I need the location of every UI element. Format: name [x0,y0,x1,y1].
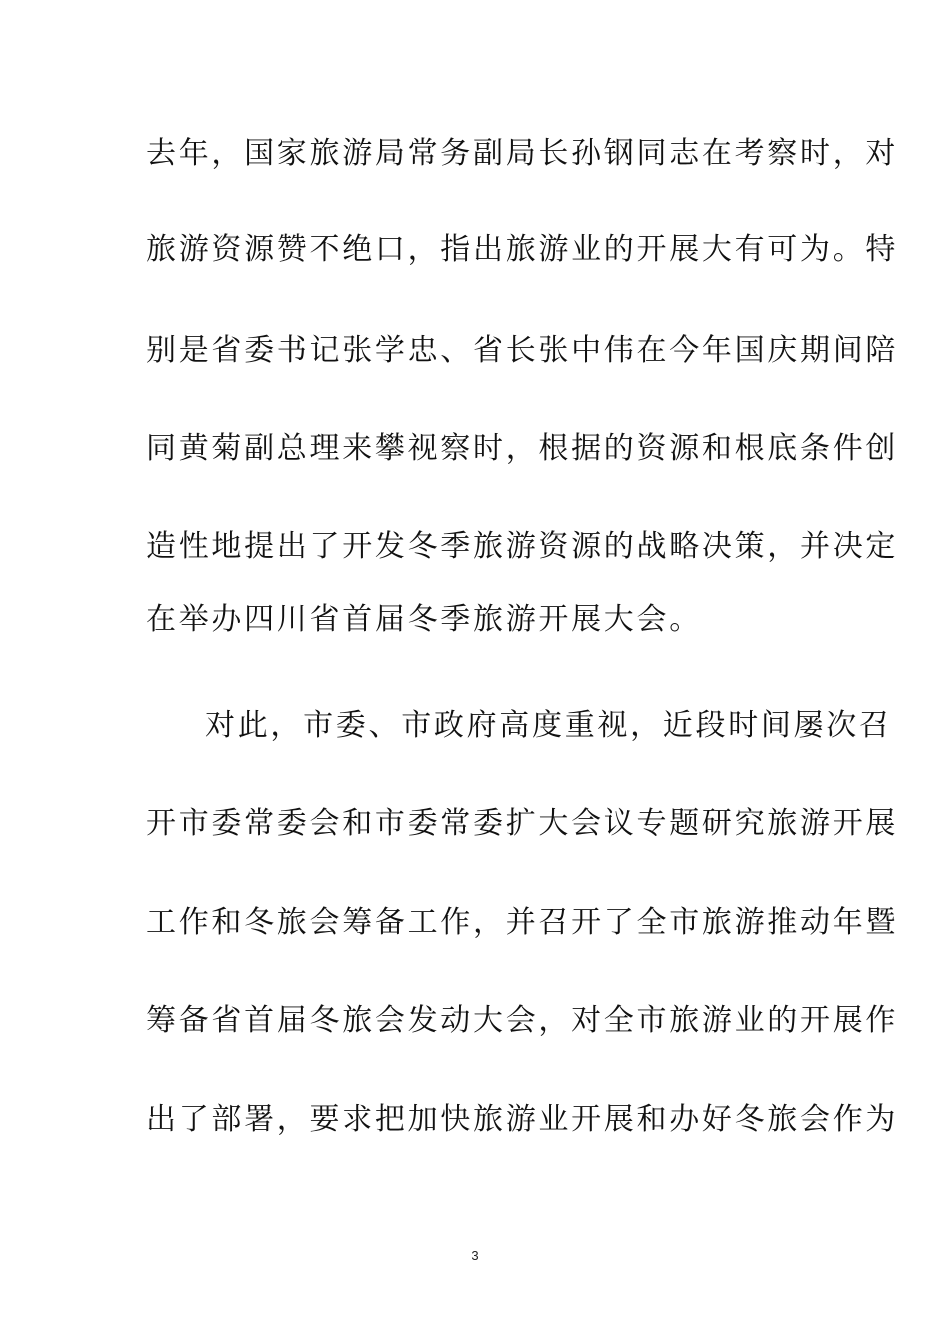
text-line: 出了部署，要求把加快旅游业开展和办好冬旅会作为 [146,1102,899,1137]
text-line: 同黄菊副总理来攀视察时，根据的资源和根底条件创 [146,431,899,466]
text-line: 开市委常委会和市委常委扩大会议专题研究旅游开展 [146,806,899,841]
page-number: 3 [471,1248,479,1263]
text-line: 在举办四川省首届冬季旅游开展大会。 [146,602,702,637]
text-line: 去年，国家旅游局常务副局长孙钢同志在考察时，对 [146,136,899,171]
text-line: 旅游资源赞不绝口，指出旅游业的开展大有可为。特 [146,232,899,267]
paragraph-first-line: 对此，市委、市政府高度重视，近段时间屡次召 [205,708,892,743]
text-line: 造性地提出了开发冬季旅游资源的战略决策，并决定 [146,529,899,564]
text-line: 工作和冬旅会筹备工作，并召开了全市旅游推动年暨 [146,905,899,940]
text-line: 别是省委书记张学忠、省长张中伟在今年国庆期间陪 [146,333,899,368]
text-line: 筹备省首届冬旅会发动大会，对全市旅游业的开展作 [146,1003,899,1038]
